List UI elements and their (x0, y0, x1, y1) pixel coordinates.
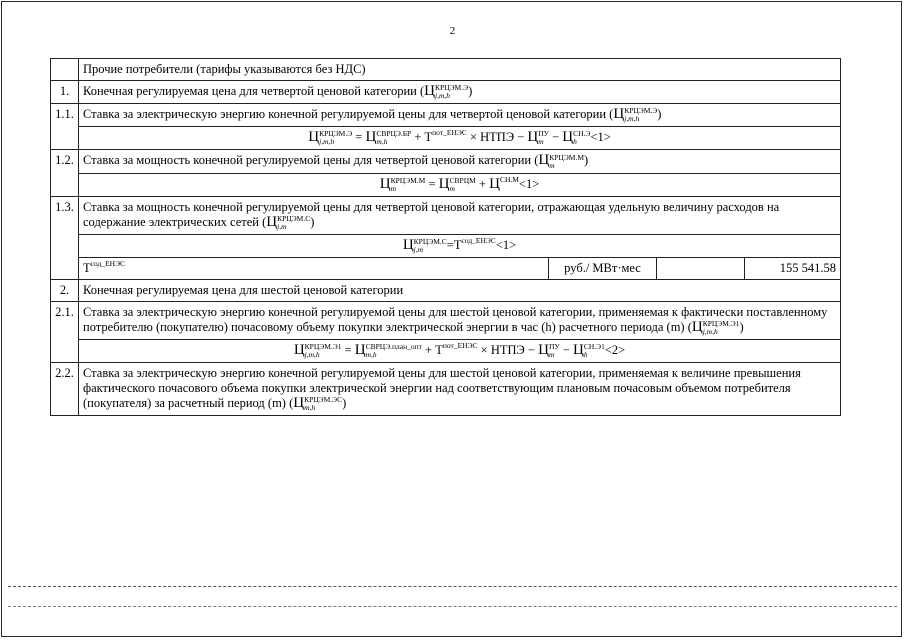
row-description: Ставка за электрическую энергию конечной регулируемой цены для четвертой ценовой категории (Ц КРЦЭМ.Э j,m,h ) (79, 104, 841, 127)
row-description: Ставка за электрическую энергию конечной регулируемой цены для шестой ценовой категории, применяемая к величине превышения фактического почасового объема покупки электрической энергии над соответствующим плановым почасовым объемом потребителя (покупателя) за расчетный период (m) (Ц КРЦЭМ.ЭС m,h ) (79, 363, 841, 416)
rate-unit: руб./ МВт·мес (549, 257, 657, 279)
row-number: 2.2. (51, 363, 79, 416)
rate-value: 155 541.58 (745, 257, 841, 279)
page-cut-line (8, 586, 897, 587)
row-number: 2.1. (51, 301, 79, 362)
formula-energy-6th: Ц КРЦЭМ.Э1 j,m,h = Ц СВРЦЭ.план_опт m,h + $Т^{пот\_ЕНЭС}$ × НТПЭ − Ц ПУ m − Ц СН.Э1 h <2> (79, 340, 841, 363)
row-description: Ставка за мощность конечной регулируемой цены для четвертой ценовой категории (Ц КРЦЭМ.М m ) (79, 150, 841, 173)
table-row (51, 340, 841, 363)
table-row (51, 234, 841, 257)
formula-capacity-4th: Ц КРЦЭМ.М m = Ц СВРЦМ m + $Ц^{СН.М}<1>$ (79, 173, 841, 196)
row-number-cell (51, 59, 79, 81)
table-row (51, 104, 841, 127)
table-row (51, 196, 841, 234)
row-number: 1.3. (51, 196, 79, 279)
table-row (51, 301, 841, 339)
row-number: 1. (51, 81, 79, 104)
row-description: Конечная регулируемая цена для шестой ценовой категории (79, 279, 841, 301)
row-number: 1.2. (51, 150, 79, 196)
table-row (51, 257, 841, 279)
tariff-table (50, 58, 841, 416)
rate-label: $Т^{сод\_ЕНЭС}$ (79, 257, 549, 279)
row-description: Ставка за мощность конечной регулируемой цены для четвертой ценовой категории, отражающая удельную величину расходов на содержание электрических сетей (Ц КРЦЭМ.С j,m ) (79, 196, 841, 234)
table-row (51, 59, 841, 81)
section-header: Прочие потребители (тарифы указываются без НДС) (79, 59, 841, 81)
table-row (51, 81, 841, 104)
table-row (51, 150, 841, 173)
table-row (51, 173, 841, 196)
rate-empty-cell (657, 257, 745, 279)
row-description: Конечная регулируемая цена для четвертой ценовой категории (Ц КРЦЭМ.Э j,m,h ) (79, 81, 841, 104)
table-row (51, 279, 841, 301)
row-number: 1.1. (51, 104, 79, 150)
row-description: Ставка за электрическую энергию конечной регулируемой цены для шестой ценовой категории, применяемая к фактически поставленному потребителю (покупателю) почасовому объему покупки электрической энергии в час (h) расчетного периода (m) (Ц КРЦЭМ.Э1 j,m,h ) (79, 301, 841, 339)
page-cut-line-lower (8, 606, 897, 607)
page-number: 2 (449, 25, 456, 37)
table-row (51, 127, 841, 150)
formula-energy-4th: Ц КРЦЭМ.Э j,m,h = Ц СВРЦЭ.БР m,h + $Т^{пот\_ЕНЭС}$ × НТПЭ − Ц ПУ m − Ц СН.Э h <1> (79, 127, 841, 150)
formula-capacity-grid: Ц КРЦЭМ.С j,m $=Т^{сод\_ЕНЭС}<1>$ (79, 234, 841, 257)
row-number: 2. (51, 279, 79, 301)
table-row (51, 363, 841, 416)
